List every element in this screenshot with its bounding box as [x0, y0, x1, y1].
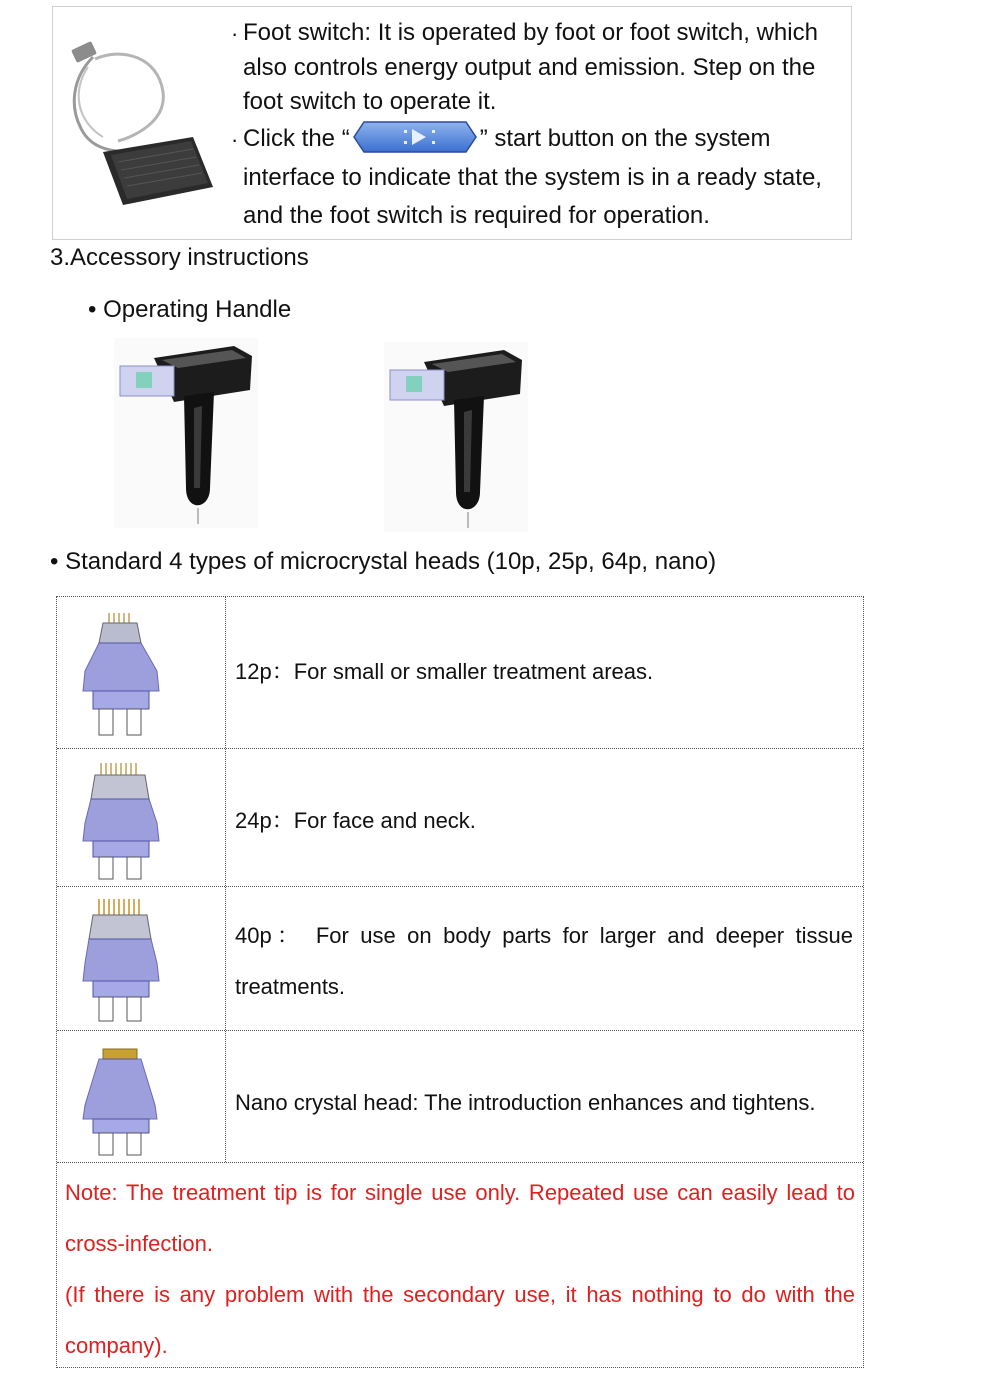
microcrystal-heads-bullet: • Standard 4 types of microcrystal heads (10p, 25p, 64p, nano): [50, 548, 717, 575]
operating-handle-label: Operating Handle: [103, 296, 292, 323]
bullet-dot: ·: [231, 21, 239, 46]
table-row: [57, 597, 863, 749]
foot-switch-text-5: and the foot switch is required for operation.: [243, 202, 710, 229]
single-use-note: Note: The treatment tip is for single use only. Repeated use can easily lead to cross-infection.: [65, 1180, 855, 1256]
foot-switch-image: [63, 37, 223, 207]
operating-handle-bullet: • Operating Handle: [88, 296, 292, 323]
section-heading: 3.Accessory instructions: [50, 244, 309, 271]
microcrystal-head-24p-image: [79, 757, 163, 883]
liability-note: (If there is any problem with the secondary use, it has nothing to do with the company).: [65, 1282, 855, 1358]
foot-switch-text-2: also controls energy output and emission. Step on the: [243, 54, 816, 81]
nano-crystal-head-image: [79, 1045, 163, 1157]
head-image-cell: [57, 887, 226, 1030]
foot-switch-text-1: Foot switch: It is operated by foot or foot switch, which: [243, 19, 818, 46]
nano-head-description: Nano crystal head: The introduction enhances and tightens.: [235, 1090, 816, 1115]
start-button-icon: [352, 120, 478, 154]
table-row: [57, 887, 863, 1031]
head-image-cell: [57, 749, 226, 886]
click-start-line: [243, 125, 771, 154]
microcrystal-heads-label: Standard 4 types of microcrystal heads (10p, 25p, 64p, nano): [65, 548, 717, 575]
head-40p-description: 40p： For use on body parts for larger and deeper tissue treatments.: [235, 923, 853, 999]
foot-switch-box: [52, 6, 852, 240]
head-12p-description: 12p：For small or smaller treatment areas.: [235, 659, 654, 684]
table-row: [57, 1031, 863, 1163]
click-prefix: Click the “: [243, 125, 350, 152]
head-24p-description: 24p：For face and neck.: [235, 808, 476, 833]
microcrystal-head-12p-image: [79, 609, 163, 739]
head-image-cell: [57, 1031, 226, 1162]
bullet-dot: ·: [231, 127, 239, 152]
operating-handle-image-2: [384, 342, 528, 532]
click-suffix: ” start button on the system: [479, 125, 771, 152]
table-row: [57, 749, 863, 887]
operating-handle-image-1: [114, 338, 258, 528]
microcrystal-head-40p-image: [79, 895, 163, 1025]
foot-switch-text-3: foot switch to operate it.: [243, 88, 497, 115]
foot-switch-text-4: interface to indicate that the system is in a ready state,: [243, 164, 822, 191]
microcrystal-heads-table: [56, 596, 864, 1368]
head-image-cell: [57, 597, 226, 748]
